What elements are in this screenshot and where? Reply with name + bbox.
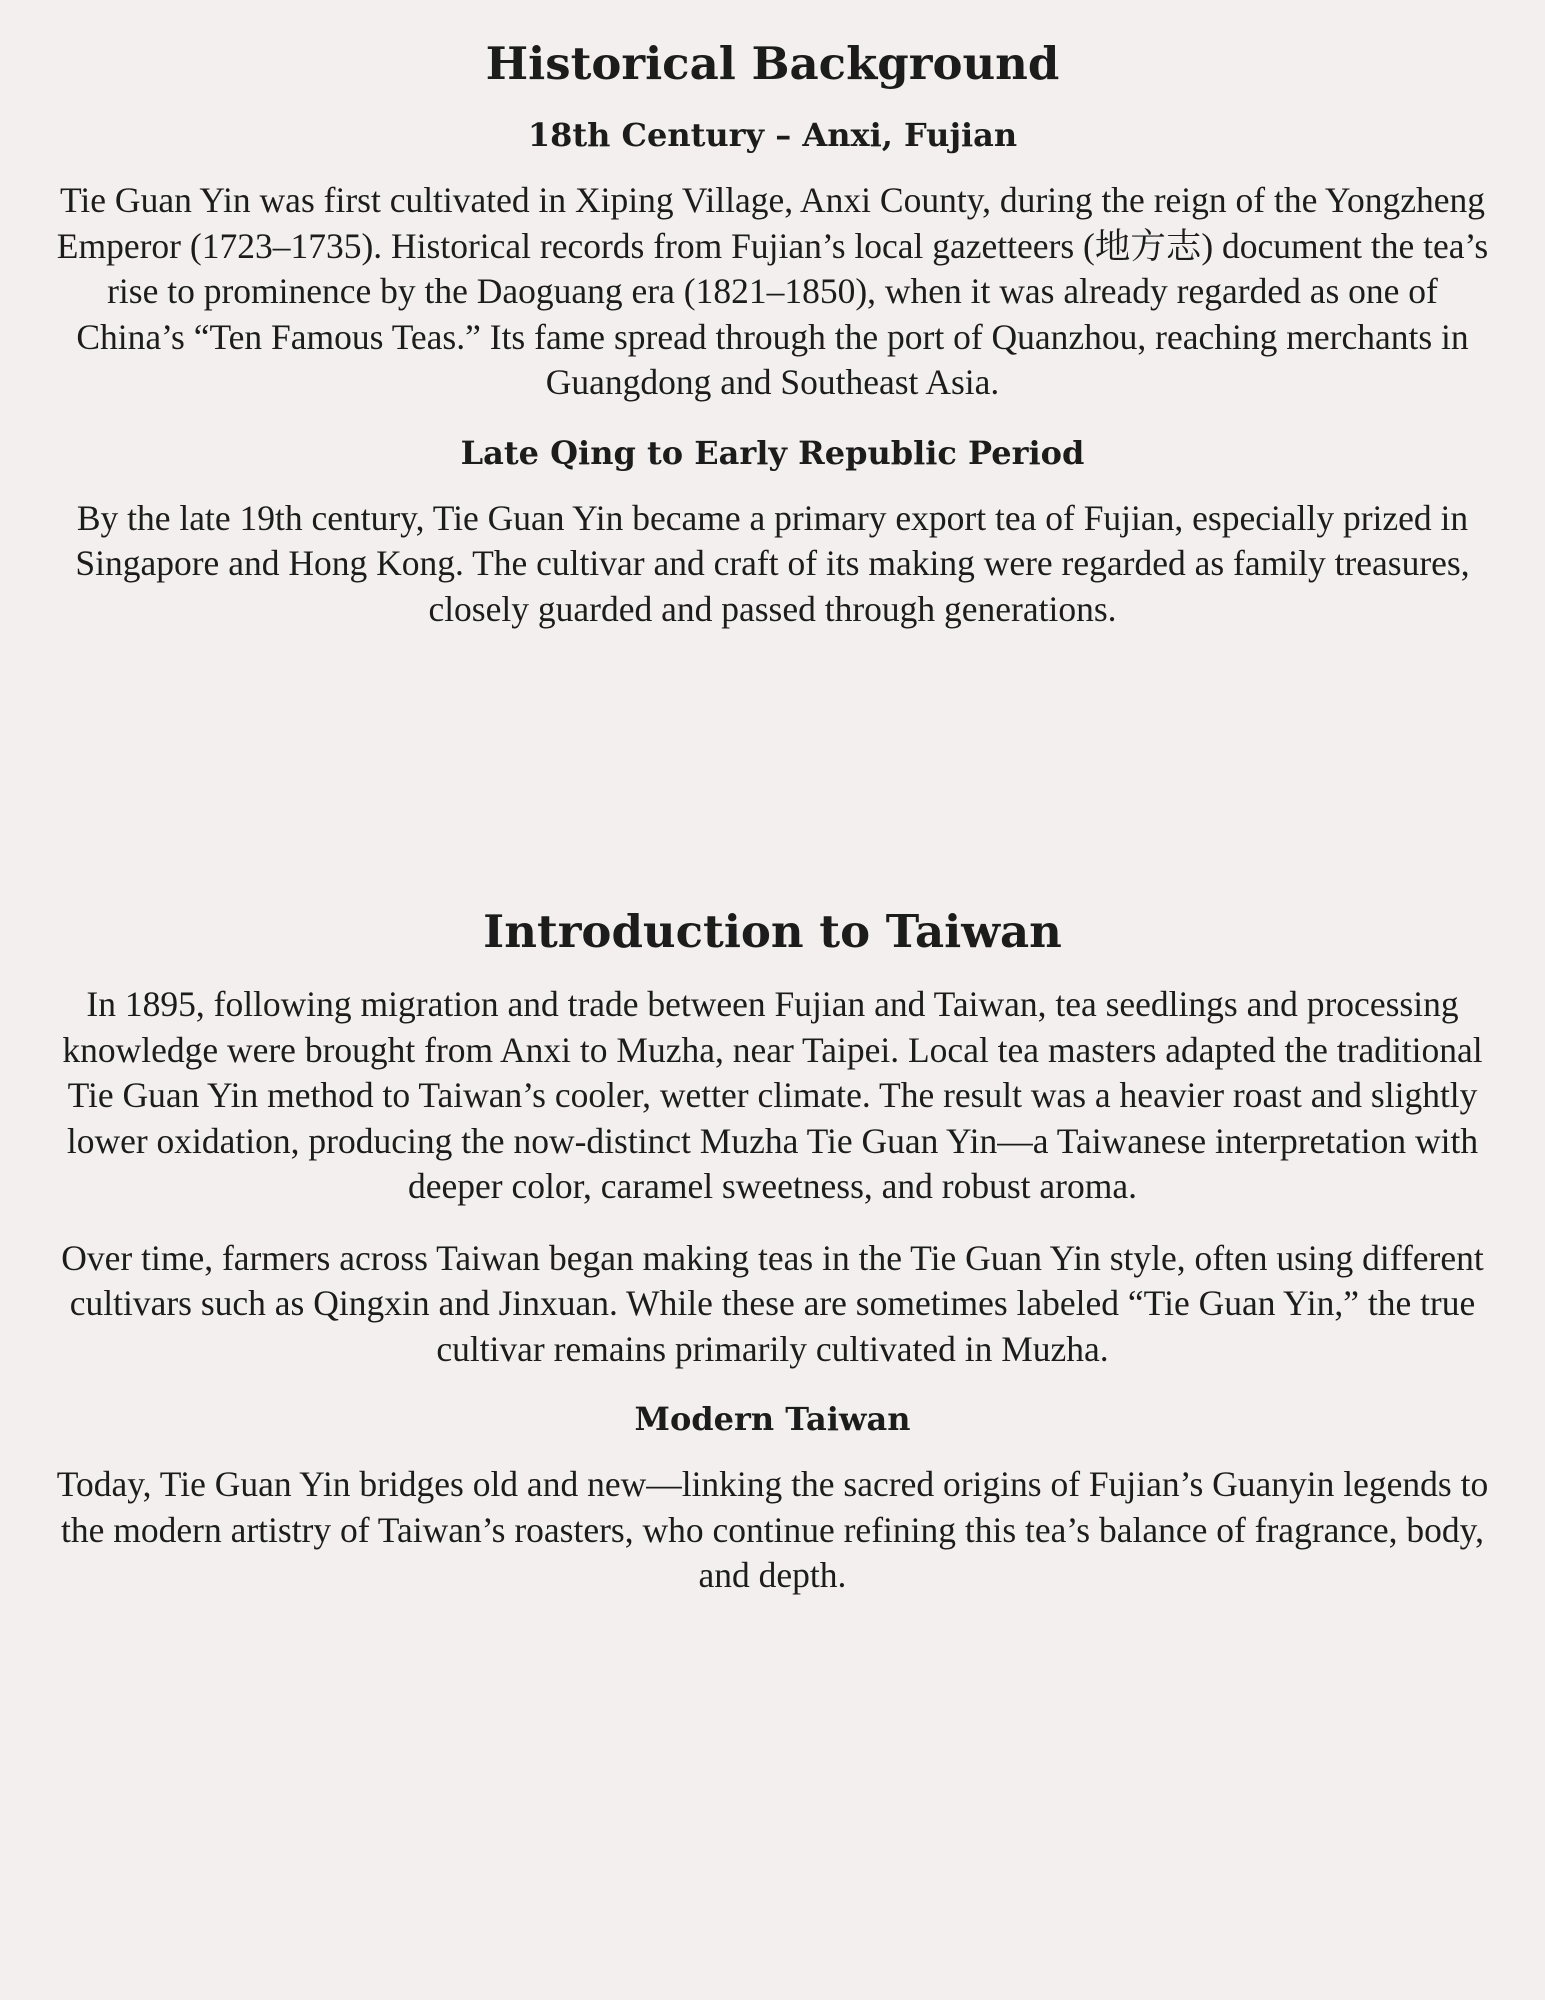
section-title-historical-background: Historical Background xyxy=(485,37,1060,90)
section-title-introduction-to-taiwan: Introduction to Taiwan xyxy=(483,905,1062,958)
paragraph-taiwan-1895: In 1895, following migration and trade between Fujian and Taiwan, tea seedlings and processing knowledge were brought from Anxi to Muzha, near Taipei. Local tea masters adapted the traditional Tie Guan Yin method to Taiwan’s cooler, wetter climate. The result was a heavier roast and slightly lower oxidation, producing the now-distinct Muzha Tie Guan Yin—a Taiwanese interpretation with deeper color, caramel sweetness, and robust aroma. xyxy=(62,984,1483,1206)
paragraph-18th-century: Tie Guan Yin was first cultivated in Xiping Village, Anxi County, during the reign of the Yongzheng Emperor (1723–1735). Historical records from Fujian’s local gazetteers (地方志) document the tea’s rise to prominence by the Daoguang era (1821–1850), when it was already regarded as one of China’s “Ten Famous Teas.” Its fame spread through the port of Quanzhou, reaching merchants in Guangdong and Southeast Asia. xyxy=(56,180,1489,402)
subheading-modern-taiwan: Modern Taiwan xyxy=(634,1400,911,1438)
paragraph-taiwan-cultivars: Over time, farmers across Taiwan began making teas in the Tie Guan Yin style, often using different cultivars such as Qingxin and Jinxuan. While these are sometimes labeled “Tie Guan Yin,” the true cultivar remains primarily cultivated in Muzha. xyxy=(61,1237,1484,1369)
subheading-late-qing: Late Qing to Early Republic Period xyxy=(460,433,1085,472)
introduction-to-taiwan-section xyxy=(52,904,1493,1625)
paragraph-late-qing: By the late 19th century, Tie Guan Yin became a primary export tea of Fujian, especially prized in Singapore and Hong Kong. The cultivar and craft of its making were regarded as family treasures, closely guarded and passed through generations. xyxy=(75,497,1470,629)
subheading-18th-century: 18th Century – Anxi, Fujian xyxy=(527,116,1018,154)
paragraph-modern-taiwan: Today, Tie Guan Yin bridges old and new—linking the sacred origins of Fujian’s Guanyin legends to the modern artistry of Taiwan’s roasters, who continue refining this tea’s balance of fragrance, body, and depth. xyxy=(56,1464,1489,1595)
historical-background-section xyxy=(52,0,1493,632)
